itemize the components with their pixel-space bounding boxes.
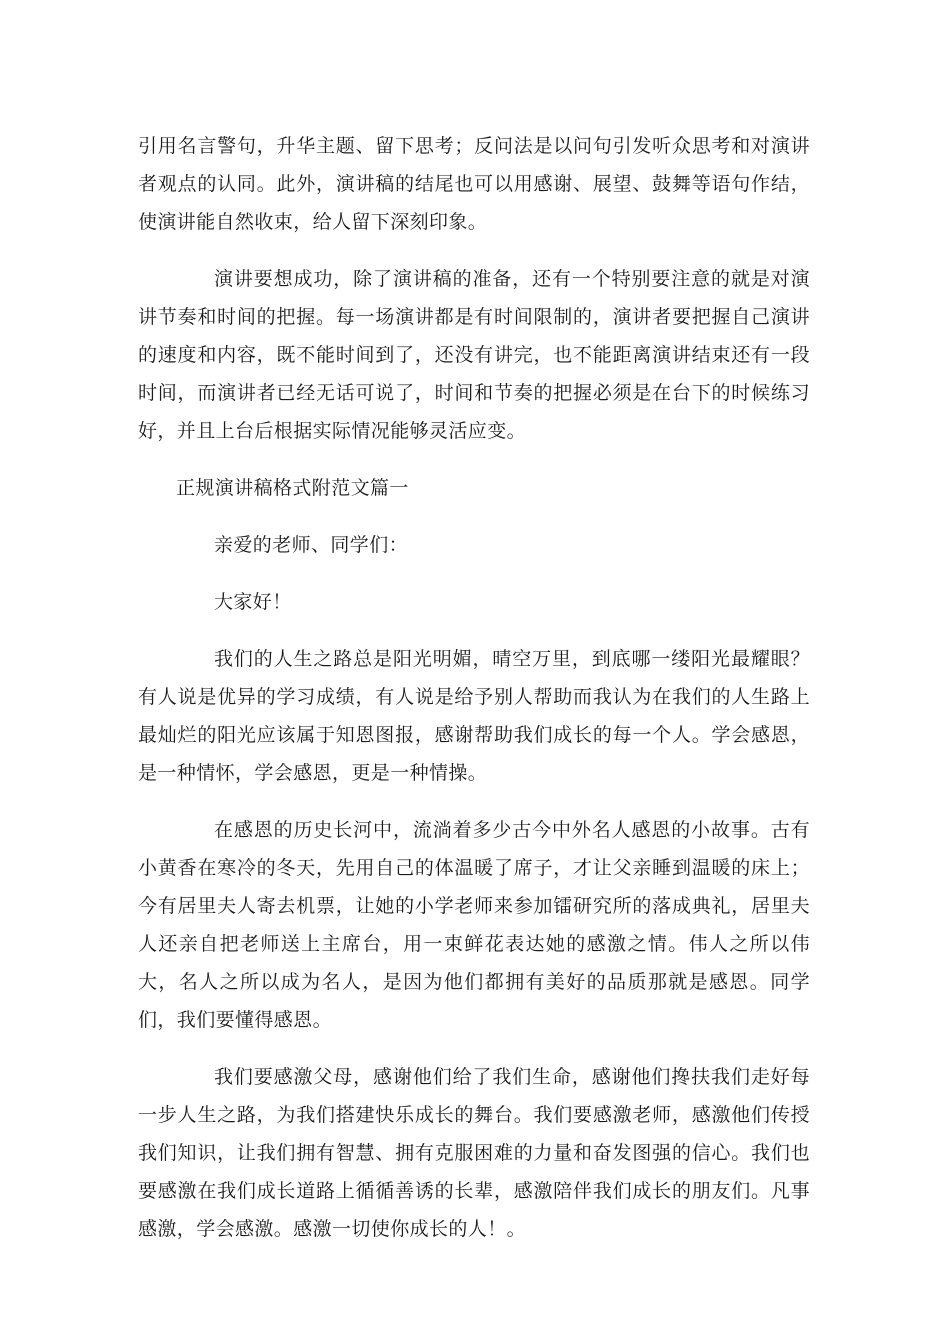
section-title: 正规演讲稿格式附范文篇一 [176,477,409,499]
body-paragraph-1: 我们的人生之路总是阳光明媚，晴空万里，到底哪一缕阳光最耀眼？有人说是优异的学习成绩，有人说是给予别人帮助而我认为在我们的人生路上最灿烂的阳光应该属于知恩图报，感谢帮助我们成长的每一个人。学会感恩，是一种情怀，学会感恩，更是一种情操。 [138,648,810,784]
greeting: 大家好！ [214,591,292,613]
body-paragraph-2: 在感恩的历史长河中，流淌着多少古今中外名人感恩的小故事。古有小黄香在寒冷的冬天，先用自己的体温暖了席子，才让父亲睡到温暖的床上；今有居里夫人寄去机票，让她的小学老师来参加镭研究所的落成典礼，居里夫人还亲自把老师送上主席台，用一束鲜花表达她的感激之情。伟人之所以伟大，名人之所以成为名人，是因为他们都拥有美好的品质那就是感恩。同学们，我们要懂得感恩。 [138,819,810,1031]
paragraph-speech-ending: 引用名言警句，升华主题、留下思考；反问法是以问句引发听众思考和对演讲者观点的认同。此外，演讲稿的结尾也可以用感谢、展望、鼓舞等语句作结，使演讲能自然收束，给人留下深刻印象。 [138,135,810,233]
paragraph-speech-timing: 演讲要想成功，除了演讲稿的准备，还有一个特别要注意的就是对演讲节奏和时间的把握。每一场演讲都是有时间限制的，演讲者要把握自己演讲的速度和内容，既不能时间到了，还没有讲完，也不能距离演讲结束还有一段时间，而演讲者已经无话可说了，时间和节奏的把握必须是在台下的时候练习好，并且上台后根据实际情况能够灵活应变。 [138,268,810,442]
document-content [138,127,810,1267]
body-paragraph-3: 我们要感激父母，感谢他们给了我们生命，感谢他们搀扶我们走好每一步人生之路，为我们搭建快乐成长的舞台。我们要感激老师，感激他们传授我们知识，让我们拥有智慧、拥有克服困难的力量和奋发图强的信心。我们也要感激在我们成长道路上循循善诱的长辈，感激陪伴我们成长的朋友们。凡事感激，学会感激。感激一切使你成长的人！。 [138,1066,810,1240]
salutation: 亲爱的老师、同学们： [214,534,409,556]
